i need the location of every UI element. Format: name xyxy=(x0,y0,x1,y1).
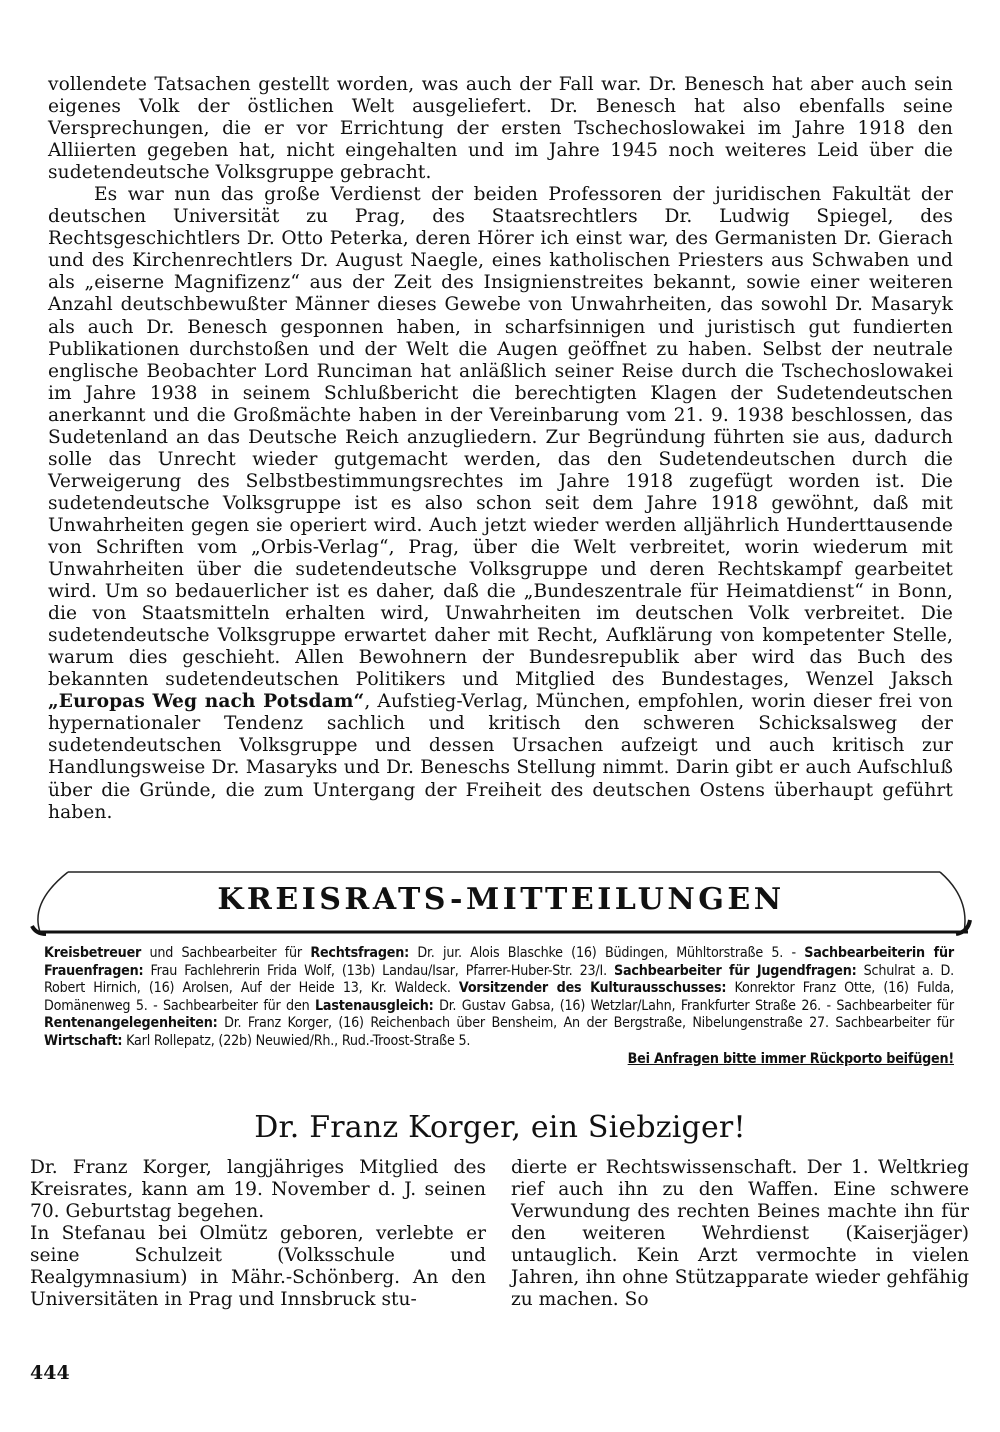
paragraph-2-text-b: , Aufstieg-Verlag, München, empfohlen, worin dieser frei von hypernationaler Tendenz sachlich und kritisch den schweren Schicksalsweg der sudetendeutschen Volksgruppe und dessen Ursachen aufzeigt und auch kritisch zur Handlungsweise Dr. Masaryks und Dr. Beneschs Stellung nimmt. Darin gibt er auch Aufschluß über die Gründe, die zum Untergang der Freiheit des deutschen Ostens überhaupt geführt haben. xyxy=(48,691,953,823)
article-left-paragraph-2: In Stefanau bei Olmütz geboren, verlebte er seine Schulzeit (Volksschule und Realgymnasium) in Mähr.-Schönberg. An den Universitäten in Prag und Innsbruck stu- xyxy=(30,1223,486,1311)
article-column-right xyxy=(511,1157,969,1311)
notice-text-8: Karl Rollepatz, (22b) Neuwied/Rh., Rud.-Troost-Straße 5. xyxy=(122,1032,471,1049)
role-kreisbetreuer: Kreisbetreuer xyxy=(44,945,142,961)
role-jugendfragen: Sachbearbeiter für Jugendfragen: xyxy=(614,962,857,979)
paragraph-2 xyxy=(48,184,953,823)
notices-paragraph xyxy=(44,945,954,1051)
notice-text-6: Dr. Gustav Gabsa, (16) Wetzlar/Lahn, Frankfurter Straße 26. - Sachbearbeiter für xyxy=(433,997,954,1014)
notices-closing: Bei Anfragen bitte immer Rückporto beifügen! xyxy=(627,1050,954,1067)
kreisrats-banner xyxy=(28,868,974,936)
role-wirtschaft: Wirtschaft: xyxy=(44,1032,123,1049)
notice-text-7: Dr. Franz Korger, (16) Reichenbach über Bensheim, An der Bergstraße, Nibelungenstraße 27. Sachbearbeiter für xyxy=(217,1015,954,1032)
article-column-left xyxy=(30,1157,486,1311)
notice-text-5: Konrektor Franz Otte, (16) Fulda, Domänenweg 5. - Sachbearbeiter für den xyxy=(44,980,955,1014)
notice-text-3: Frau Fachlehrerin Frida Wolf, (13b) Landau/Isar, Pfarrer-Huber-Str. 23/I. xyxy=(143,962,615,979)
article-left-paragraph-1: Dr. Franz Korger, langjähriges Mitglied des Kreisrates, kann am 19. November d. J. seinen 70. Geburtstag begehen. xyxy=(30,1157,486,1223)
role-lastenausgleich: Lastenausgleich: xyxy=(314,997,434,1014)
role-kulturausschuss: Vorsitzender des Kulturausschusses: xyxy=(458,980,727,997)
paragraph-2-text-a: Es war nun das große Verdienst der beiden Professoren der juridischen Fakultät der deutschen Universität zu Prag, des Staatsrechtlers Dr. Ludwig Spiegel, des Rechtsgeschichtlers Dr. Otto Peterka, deren Hörer ich einst war, des Germanisten Dr. Gierach und des Kirchenrechtlers Dr. August Naegle, eines katholischen Priesters aus Schwaben und als „eiserne Magnifizenz“ aus der Zeit des Insignienstreites bekannt, sowie einer weiteren Anzahl deutschbewußter Männer dieses Gewebe von Unwahrheiten, das sowohl Dr. Masaryk als auch Dr. Benesch gesponnen haben, in scharfsinnigen und juristisch gut fundierten Publikationen durchstoßen und der Welt die Augen geöffnet zu haben. Selbst der neutrale englische Beobachter Lord Runciman hat anläßlich seiner Reise durch die Tschechoslowakei im Jahre 1938 in seinem Schlußbericht die berechtigten Klagen der Sudetendeutschen anerkannt und die Großmächte haben in der Vereinbarung vom 21. 9. 1938 beschlossen, das Sudetenland an das Deutsche Reich anzugliedern. Zur Begründung führten sie aus, dadurch solle das Unrecht wieder gutgemacht werden, das den Sudetendeutschen durch die Verweigerung des Selbstbestimmungsrechtes im Jahre 1918 zugefügt worden ist. Die sudetendeutsche Volksgruppe ist es also schon seit dem Jahre 1918 gewöhnt, daß mit Unwahrheiten gegen sie operiert wird. Auch jetzt wieder werden alljährlich Hunderttausende von Schriften vom „Orbis-Verlag“, Prag, über die Welt verbreitet, worin wiederum mit Unwahrheiten über die sudetendeutsche Volksgruppe und deren Rechtskampf gearbeitet wird. Um so bedauerlicher ist es daher, daß die „Bundeszentrale für Heimatdienst“ in Bonn, die von Staatsmitteln erhalten wird, Unwahrheiten im deutschen Volk verbreitet. Die sudetendeutsche Volksgruppe erwartet daher mit Recht, Aufklärung von kompetenter Stelle, warum dies geschieht. Allen Bewohnern der Bundesrepublik aber wird das Buch des bekannten sudetendeutschen Politikers und Mitglied des Bundestages, Wenzel Jaksch xyxy=(48,184,953,691)
page-number: 444 xyxy=(30,1362,70,1384)
kreisrat-notices xyxy=(44,945,954,1068)
notice-text-1: und Sachbearbeiter für xyxy=(141,945,311,961)
article-title: Dr. Franz Korger, ein Siebziger! xyxy=(254,1110,746,1145)
notice-text-4: Schulrat a. D. Robert Hirnich, (16) Arolsen, Auf der Heide 13, Kr. Waldeck. xyxy=(44,962,954,997)
role-rentenangelegenheiten: Rentenangelegenheiten: xyxy=(44,1015,218,1032)
role-frauenfragen: Sachbearbeiterin für Frauenfragen: xyxy=(44,945,954,979)
role-rechtsfragen: Rechtsfragen: xyxy=(310,945,410,961)
article-right-paragraph-1: dierte er Rechtswissenschaft. Der 1. Weltkrieg rief auch ihn zu den Waffen. Eine schwere Verwundung des rechten Beines machte ihn für den weiteren Wehrdienst (Kaiserjäger) untauglich. Kein Arzt vermochte in vielen Jahren, ihn ohne Stützapparate wieder gehfähig zu machen. So xyxy=(511,1157,969,1311)
main-text-block xyxy=(48,74,953,824)
paragraph-1: vollendete Tatsachen gestellt worden, was auch der Fall war. Dr. Benesch hat aber auch sein eigenes Volk der östlichen Welt ausgeliefert. Dr. Benesch hat also ebenfalls seine Versprechungen, die er vor Errichtung der ersten Tschechoslowakei im Jahre 1918 den Alliierten gegeben hat, nicht eingehalten und im Jahre 1945 noch weiteres Leid über die sudetendeutsche Volksgruppe gebracht. xyxy=(48,74,953,184)
banner-title: KREISRATS-MITTEILUNGEN xyxy=(217,882,785,917)
notice-text-2: Dr. jur. Alois Blaschke (16) Büdingen, Mühltorstraße 5. - xyxy=(409,945,805,961)
book-title: „Europas Weg nach Potsdam“ xyxy=(48,691,365,713)
